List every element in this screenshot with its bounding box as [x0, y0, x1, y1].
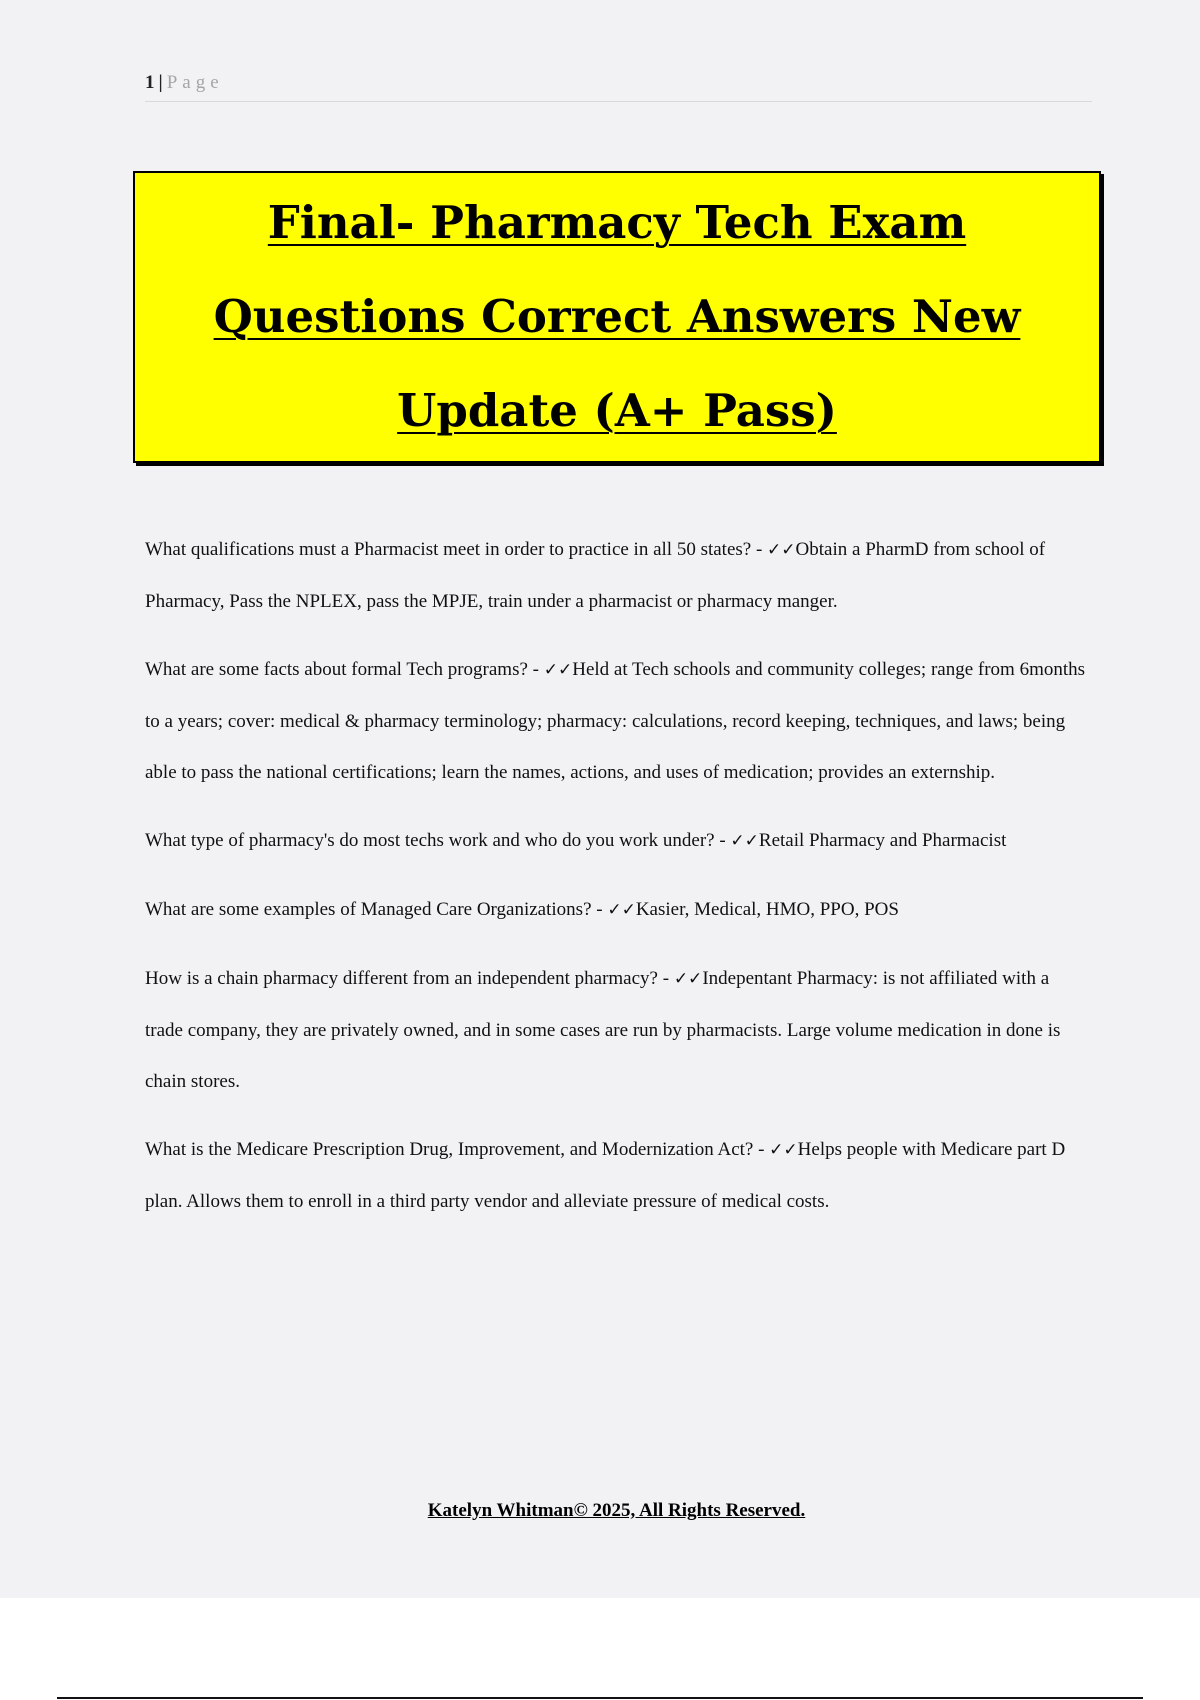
qa-question: What are some examples of Managed Care Organizations? -: [145, 899, 608, 920]
copyright-footer: Katelyn Whitman© 2025, All Rights Reserved.: [427, 1500, 806, 1521]
qa-question: What type of pharmacy's do most techs work and who do you work under? -: [145, 830, 731, 851]
qa-item: [145, 524, 1090, 627]
qa-question: What are some facts about formal Tech programs? -: [145, 659, 544, 680]
qa-item: [145, 815, 1090, 867]
qa-question: What qualifications must a Pharmacist meet in order to practice in all 50 states? -: [145, 539, 768, 560]
check-icon: ✓✓: [607, 900, 636, 920]
qa-item: [145, 1124, 1090, 1227]
qa-answer: Held at Tech schools and community colleges; range from 6months to a years; cover: medical & pharmacy terminology; pharmacy: calculations, record keeping, techniques, and laws; being able to pass the national certifications; learn the names, actions, and uses of medication; provides an externship.: [145, 659, 1086, 783]
check-icon: ✓✓: [543, 660, 573, 680]
check-icon: ✓✓: [730, 831, 759, 851]
check-icon: ✓✓: [767, 540, 796, 560]
qa-list: [145, 524, 1090, 1244]
page-separator: |: [158, 72, 163, 93]
qa-answer: Indepentant Pharmacy: is not affiliated with a trade company, they are privately owned, and in some cases are run by pharmacists. Large volume medication in done is chain stores.: [145, 968, 1061, 1092]
qa-question: What is the Medicare Prescription Drug, Improvement, and Modernization Act? -: [145, 1139, 770, 1160]
check-icon: ✓✓: [673, 969, 703, 989]
qa-item: [145, 953, 1090, 1107]
document-title: Final- Pharmacy Tech Exam Questions Correct Answers New Update (A+ Pass): [213, 196, 1021, 437]
qa-item: [145, 884, 1090, 936]
title-banner: [133, 171, 1101, 463]
page-number: 1: [145, 72, 155, 93]
page-label: Page: [166, 72, 224, 93]
check-icon: ✓✓: [769, 1140, 798, 1160]
qa-item: [145, 644, 1090, 798]
page-header: [145, 72, 1092, 102]
qa-answer: Obtain a PharmD from school of Pharmacy, Pass the NPLEX, pass the MPJE, train under a pharmacist or pharmacy manger.: [145, 539, 1046, 612]
qa-question: How is a chain pharmacy different from an independent pharmacy? -: [145, 968, 674, 989]
qa-answer: Helps people with Medicare part D plan. Allows them to enroll in a third party vendor and alleviate pressure of medical costs.: [145, 1139, 1066, 1212]
bottom-divider: [57, 1697, 1143, 1699]
qa-answer: Retail Pharmacy and Pharmacist: [758, 830, 1007, 851]
qa-answer: Kasier, Medical, HMO, PPO, POS: [635, 899, 899, 920]
